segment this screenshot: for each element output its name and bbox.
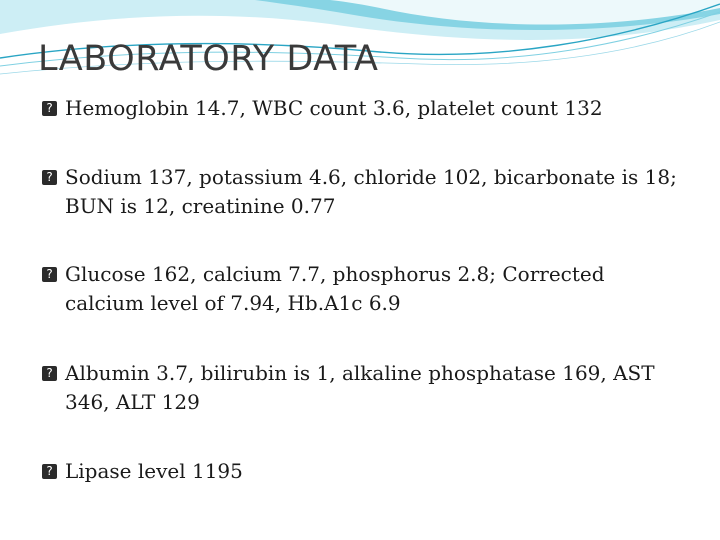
bullet-marker: ? <box>42 366 57 381</box>
bullet-marker: ? <box>42 101 57 116</box>
list-item <box>42 260 682 318</box>
page-title: LABORATORY DATA <box>38 39 379 79</box>
list-item-text: Sodium 137, potassium 4.6, chloride 102, bicarbonate is 18; BUN is 12, creatinine 0.77 <box>65 165 677 218</box>
list-item <box>42 457 682 486</box>
bullet-marker: ? <box>42 267 57 282</box>
list-item-text: Albumin 3.7, bilirubin is 1, alkaline phosphatase 169, AST 346, ALT 129 <box>65 361 655 414</box>
list-item-text: Lipase level 1195 <box>65 459 243 483</box>
list-item <box>42 94 682 123</box>
list-item-text: Hemoglobin 14.7, WBC count 3.6, platelet count 132 <box>65 96 603 120</box>
list-item <box>42 163 682 221</box>
bullet-marker: ? <box>42 464 57 479</box>
list-item <box>42 359 682 417</box>
bullet-marker: ? <box>42 170 57 185</box>
list-item-text: Glucose 162, calcium 7.7, phosphorus 2.8; Corrected calcium level of 7.94, Hb.A1c 6.9 <box>65 262 605 315</box>
